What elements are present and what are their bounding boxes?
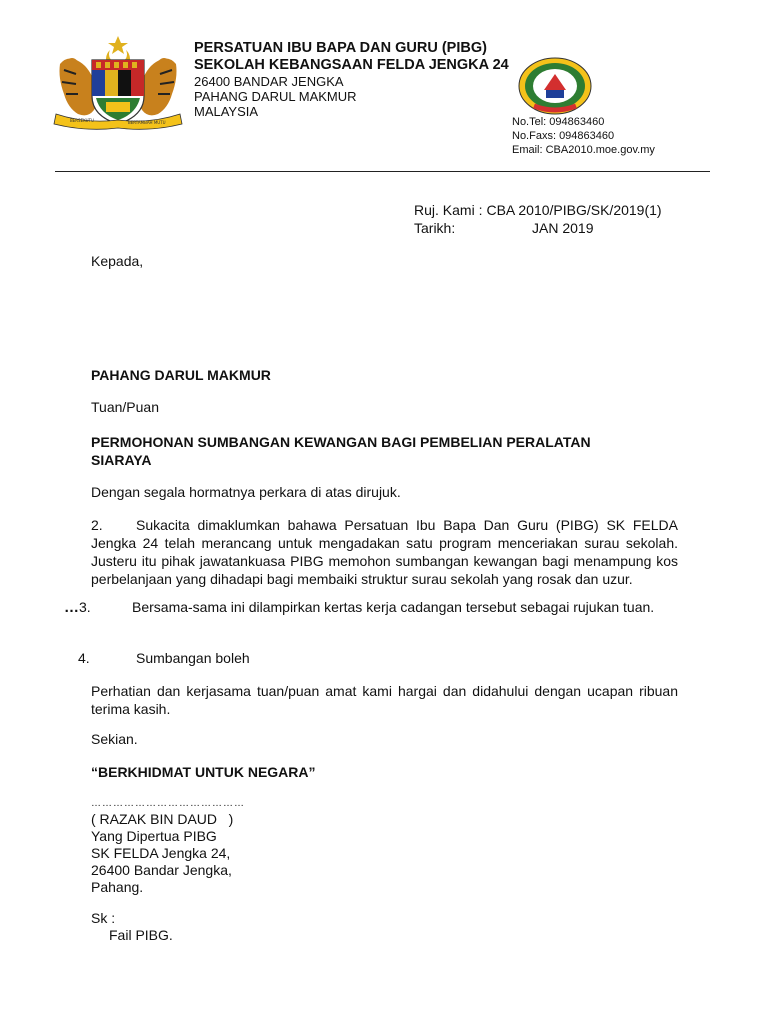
tarikh-value: JAN 2019 [532, 220, 594, 236]
org-name-line2: SEKOLAH KEBANGSAAN FELDA JENGKA 24 [194, 57, 509, 73]
tarikh-label: Tarikh: [414, 220, 456, 236]
telephone-number: No.Tel: 094863460 [512, 116, 605, 128]
address-line3: MALAYSIA [194, 104, 259, 119]
signature-line: …………………………………… [91, 798, 245, 809]
date-row [414, 219, 662, 237]
motto: “BERKHIDMAT UNTUK NEGARA” [91, 764, 316, 780]
signatory-state: Pahang. [91, 879, 144, 895]
copy-to-label: Sk : [91, 910, 116, 926]
paragraph-2-text: Sukacita dimaklumkan bahawa Persatuan Ibu Bapa Dan Guru (PIBG) SK FELDA Jengka 24 telah merancang untuk mengadakan satu program menceriakan surau sekolah. Justeru itu pihak jawatankuasa PIBG memohon sumbangan kewangan bagi menampung kos perbelanjaan yang dihadapi bagi membaiki struktur surau sekolah yang rosak dan uzur. [91, 517, 678, 587]
subject-line1: PERMOHONAN SUMBANGAN KEWANGAN BAGI PEMBELIAN PERALATAN [91, 434, 591, 450]
paragraph-3-number: 3. [79, 599, 91, 615]
paragraph-3 [64, 598, 654, 617]
reference-row [414, 201, 662, 219]
paragraph-3-text: Bersama-sama ini dilampirkan kertas kerja cadangan tersebut sebagai rujukan tuan. [132, 599, 655, 615]
signatory-name: ( RAZAK BIN DAUD ) [91, 811, 234, 827]
signatory-address: 26400 Bandar Jengka, [91, 862, 232, 878]
signatory-block [91, 811, 233, 896]
paragraph-2-number: 2. [91, 517, 103, 533]
contact-details [512, 115, 655, 157]
copy-to-block [91, 910, 173, 944]
email-address: Email: CBA2010.moe.gov.my [512, 144, 655, 156]
recipient-state: PAHANG DARUL MAKMUR [91, 367, 271, 383]
org-name-line1: PERSATUAN IBU BAPA DAN GURU (PIBG) [194, 40, 487, 56]
copy-to-item: Fail PIBG. [109, 927, 173, 943]
signatory-school: SK FELDA Jengka 24, [91, 845, 231, 861]
malaysia-coat-of-arms-logo [50, 34, 186, 132]
svg-text:BERTAMBAH MUTU: BERTAMBAH MUTU [128, 120, 166, 125]
subject-line2: SIARAYA [91, 452, 152, 468]
signatory-title: Yang Dipertua PIBG [91, 828, 217, 844]
header-divider [55, 171, 710, 172]
paragraph-4 [78, 649, 250, 667]
letter-subject [91, 433, 691, 469]
paragraph-2 [91, 516, 678, 588]
paragraph-5: Perhatian dan kerjasama tuan/puan amat kami hargai dan didahului dengan ucapan ribuan terima kasih. [91, 683, 678, 717]
paragraph-4-text: Sumbangan boleh [136, 650, 250, 666]
paragraph-1: Dengan segala hormatnya perkara di atas dirujuk. [91, 484, 401, 500]
paragraph-3-prefix: … [64, 599, 79, 616]
salutation: Tuan/Puan [91, 399, 159, 415]
letterhead-organisation [194, 40, 509, 119]
paragraph-4-number: 4. [78, 650, 90, 666]
closing: Sekian. [91, 731, 138, 747]
address-line1: 26400 BANDAR JENGKA [194, 74, 344, 89]
fax-number: No.Faxs: 094863460 [512, 130, 615, 142]
school-badge-logo [516, 56, 594, 116]
svg-text:BERSEKUTU: BERSEKUTU [70, 118, 94, 123]
address-line2: PAHANG DARUL MAKMUR [194, 89, 357, 104]
recipient-label: Kepada, [91, 253, 144, 269]
ruj-label: Ruj. Kami : [414, 202, 483, 218]
ruj-value: CBA 2010/PIBG/SK/2019(1) [486, 202, 662, 218]
reference-block [414, 201, 662, 237]
